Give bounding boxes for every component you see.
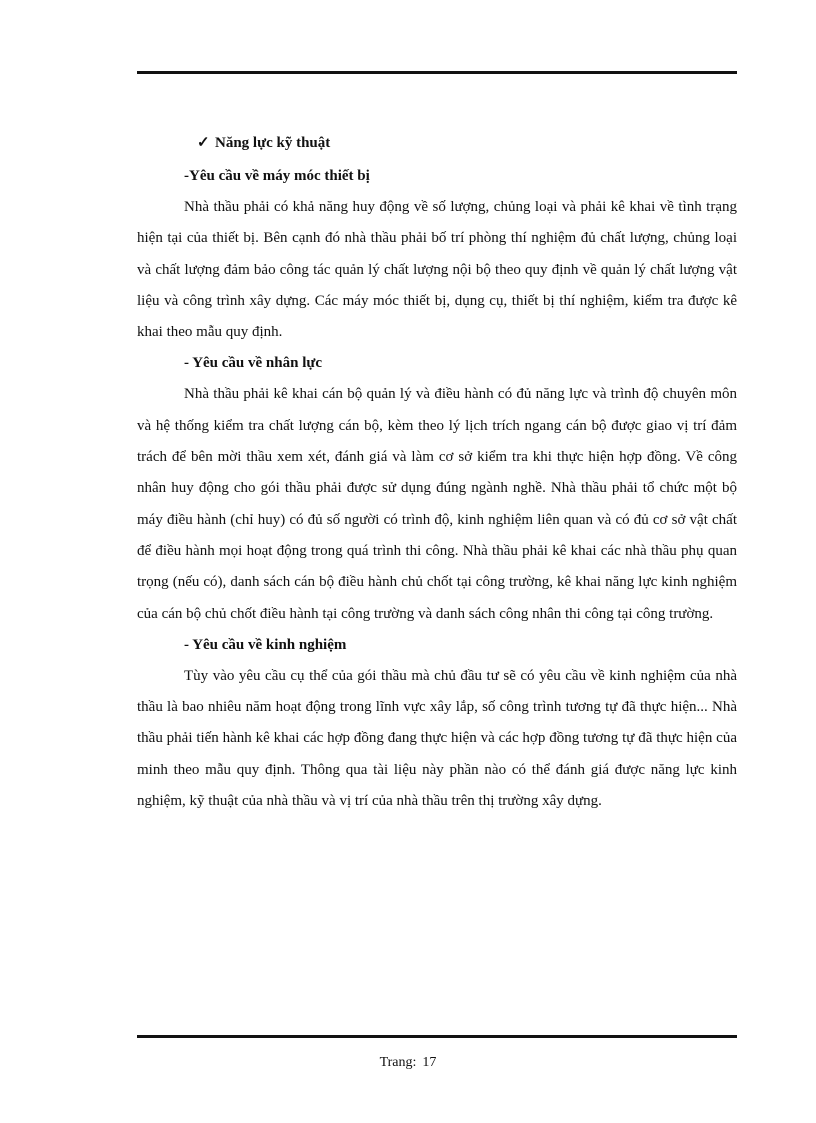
personnel-paragraph: Nhà thầu phải kê khai cán bộ quản lý và điều hành có đủ năng lực và trình độ chuyên môn và hệ thống kiểm tra chất lượng cán bộ, kèm theo lý lịch trích ngang cán bộ được giao vị trí đảm trách để bên mời thầu xem xét, đánh giá và làm cơ sở kiểm tra khi thực hiện hợp đồng. Về công nhân huy động cho gói thầu phải được sử dụng đúng ngành nghề. Nhà thầu phải tổ chức một bộ máy điều hành (chỉ huy) có đủ số người có trình độ, kinh nghiệm liên quan và có đủ cơ sở vật chất để điều hành mọi hoạt động trong quá trình thi công. Nhà thầu phải kê khai các nhà thầu phụ quan trọng (nếu có), danh sách cán bộ điều hành chủ chốt tại công trường, kê khai năng lực kinh nghiệm của cán bộ chủ chốt điều hành tại công trường và danh sách công nhân thi công tại công trường.: [137, 386, 737, 622]
page-number: 17: [422, 1055, 437, 1070]
machinery-paragraph: Nhà thầu phải có khả năng huy động về số lượng, chủng loại và phải kê khai về tình trạng hiện tại của thiết bị. Bên cạnh đó nhà thầu phải bố trí phòng thí nghiệm đủ chất lượng, chủng loại và chất lượng đảm bảo công tác quản lý chất lượng nội bộ theo quy định về quản lý chất lượng vật liệu và công trình xây dựng. Các máy móc thiết bị, dụng cụ, thiết bị thí nghiệm, kiểm tra được kê khai theo mẫu quy định.: [137, 199, 737, 341]
experience-heading: - Yêu cầu về kinh nghiệm: [184, 636, 347, 653]
personnel-heading: - Yêu cầu về nhân lực: [184, 355, 323, 372]
footer-rule: [137, 1035, 737, 1038]
page-footer: [0, 1055, 816, 1071]
page-label: Trang:: [379, 1055, 417, 1070]
section-title: [137, 128, 737, 159]
section-title-text: Năng lực kỹ thuật: [215, 135, 331, 151]
page-content: [137, 128, 737, 817]
experience-paragraph: Tùy vào yêu cầu cụ thể của gói thầu mà chủ đầu tư sẽ có yêu cầu về kinh nghiệm của nhà thầu là bao nhiêu năm hoạt động trong lĩnh vực xây lắp, số công trình tương tự đã thực hiện... Nhà thầu phải tiến hành kê khai các hợp đồng đang thực hiện và các hợp đồng tương tự đã thực hiện của minh theo mẫu quy định. Thông qua tài liệu này phần nào có thể đánh giá được năng lực kinh nghiệm, kỹ thuật của nhà thầu và vị trí của nhà thầu trên thị trường xây dựng.: [137, 667, 737, 810]
machinery-heading: -Yêu cầu về máy móc thiết bị: [184, 168, 370, 184]
checkmark-icon: ✓: [197, 135, 210, 151]
header-rule: [137, 71, 737, 74]
